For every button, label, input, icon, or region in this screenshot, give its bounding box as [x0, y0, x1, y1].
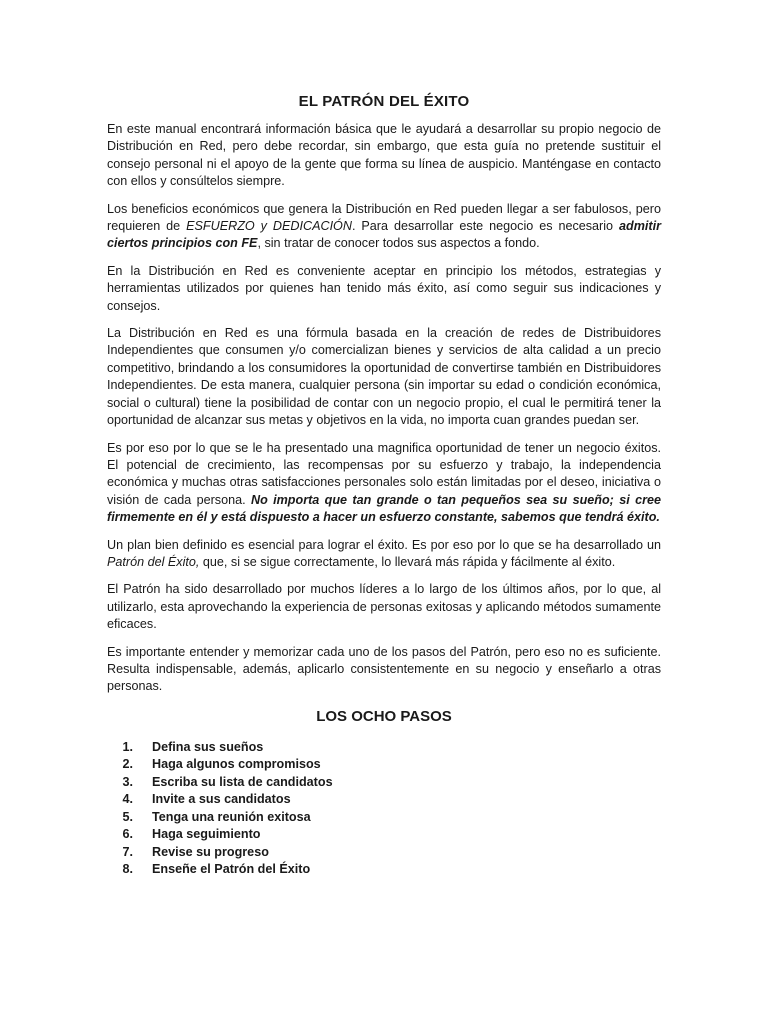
- step-number: 2.: [122, 757, 133, 772]
- emphasis-text: admitir ciertos principios con FE: [107, 219, 661, 251]
- paragraph-text: Es por eso por lo que se le ha presentado una magnifica oportunidad de tener un negocio éxitos. El potencial de crecimiento, las recompensas por su esfuerzo y trabajo, la independencia económica y muchas otras satisfacciones personales solo están limitadas por el deseo, iniciativa o visión de cada persona.: [107, 440, 661, 507]
- step-label: Invite a sus candidatos: [152, 792, 291, 807]
- step-label: Haga seguimiento: [152, 827, 261, 842]
- paragraph: [107, 201, 661, 253]
- steps-list: [107, 739, 661, 879]
- step-number: 3.: [122, 774, 133, 789]
- step-number: 6.: [122, 827, 133, 842]
- step-number: 7.: [122, 844, 133, 859]
- paragraph-text: El Patrón ha sido desarrollado por muchos líderes a lo largo de los últimos años, por lo que, al utilizarlo, esta aprovechando la experiencia de personas exitosas y aplicando métodos sumamente eficaces.: [107, 582, 661, 632]
- paragraph-text: Un plan bien definido es esencial para lograr el éxito. Es por eso por lo que se ha desarrollado un: [107, 537, 661, 552]
- step-label: Haga algunos compromisos: [152, 757, 321, 772]
- steps-heading: LOS OCHO PASOS: [316, 707, 452, 725]
- list-item: [107, 756, 661, 774]
- paragraph-text: En este manual encontrará información básica que le ayudará a desarrollar su propio negocio de Distribución en Red, pero debe recordar, sin embargo, que esta guía no pretende sustituir el consejo personal ni el apoyo de la gente que forma su línea de auspicio. Manténgase en contacto con ellos y consúltelos siempre.: [107, 122, 661, 189]
- list-item: [107, 774, 661, 792]
- paragraph: [107, 581, 661, 633]
- list-item: [107, 791, 661, 809]
- paragraph-text: que, si se sigue correctamente, lo llevará más rápida y fácilmente al éxito.: [199, 554, 616, 569]
- page-title: EL PATRÓN DEL ÉXITO: [298, 93, 470, 110]
- list-item: [107, 861, 661, 879]
- paragraph: [107, 537, 661, 572]
- paragraph-text: En la Distribución en Red es conveniente aceptar en principio los métodos, estrategias y herramientas utilizados por quienes han tenido más éxito, así como seguir sus indicaciones y consejos.: [107, 263, 661, 313]
- paragraph: [107, 263, 661, 315]
- list-item: [107, 809, 661, 827]
- step-number: 4.: [122, 792, 133, 807]
- paragraph: [107, 440, 661, 527]
- paragraph: [107, 644, 661, 696]
- body-text: [107, 121, 661, 696]
- list-item: [107, 826, 661, 844]
- step-number: 8.: [122, 862, 133, 877]
- step-number: 5.: [122, 809, 133, 824]
- step-label: Defina sus sueños: [152, 739, 264, 754]
- paragraph: [107, 121, 661, 191]
- list-item: [107, 844, 661, 862]
- paragraph-text: Los beneficios económicos que genera la Distribución en Red pueden llegar a ser fabulosos, pero requieren de: [107, 201, 661, 234]
- step-label: Escriba su lista de candidatos: [152, 774, 333, 789]
- emphasis-text: No importa que tan grande o tan pequeños sea su sueño; si cree firmemente en él y está dispuesto a hacer un esfuerzo constante, sabemos que tendrá éxito.: [107, 492, 661, 525]
- step-number: 1.: [122, 739, 133, 754]
- paragraph-text: Es importante entender y memorizar cada uno de los pasos del Patrón, pero eso no es suficiente. Resulta indispensable, además, aplicarlo consistentemente en su negocio y enseñarlo a otras personas.: [107, 644, 661, 694]
- emphasis-text: ESFUERZO y DEDICACIÓN: [186, 219, 352, 234]
- paragraph-text: . Para desarrollar este negocio es necesario: [351, 219, 619, 234]
- list-item: [107, 739, 661, 757]
- step-label: Tenga una reunión exitosa: [152, 809, 311, 824]
- paragraph-text: La Distribución en Red es una fórmula basada en la creación de redes de Distribuidores Independientes que consumen y/o comercializan bienes y servicios de alta calidad a un precio competitivo, brindando a los consumidores la oportunidad de convertirse también en Distribuidores Independientes. De esta manera, cualquier persona (sin importar su edad o condición económica, social o cultural) tiene la posibilidad de contar con un negocio propio, el cual le permitirá tener la oportunidad de alcanzar sus metas y objetivos en la vida, no importa cuan grandes puedan ser.: [107, 326, 661, 428]
- step-label: Revise su progreso: [152, 844, 269, 859]
- paragraph: [107, 325, 661, 429]
- paragraph-text: , sin tratar de conocer todos sus aspectos a fondo.: [257, 236, 540, 251]
- emphasis-text: Patrón del Éxito,: [107, 554, 200, 569]
- step-label: Enseñe el Patrón del Éxito: [152, 862, 311, 877]
